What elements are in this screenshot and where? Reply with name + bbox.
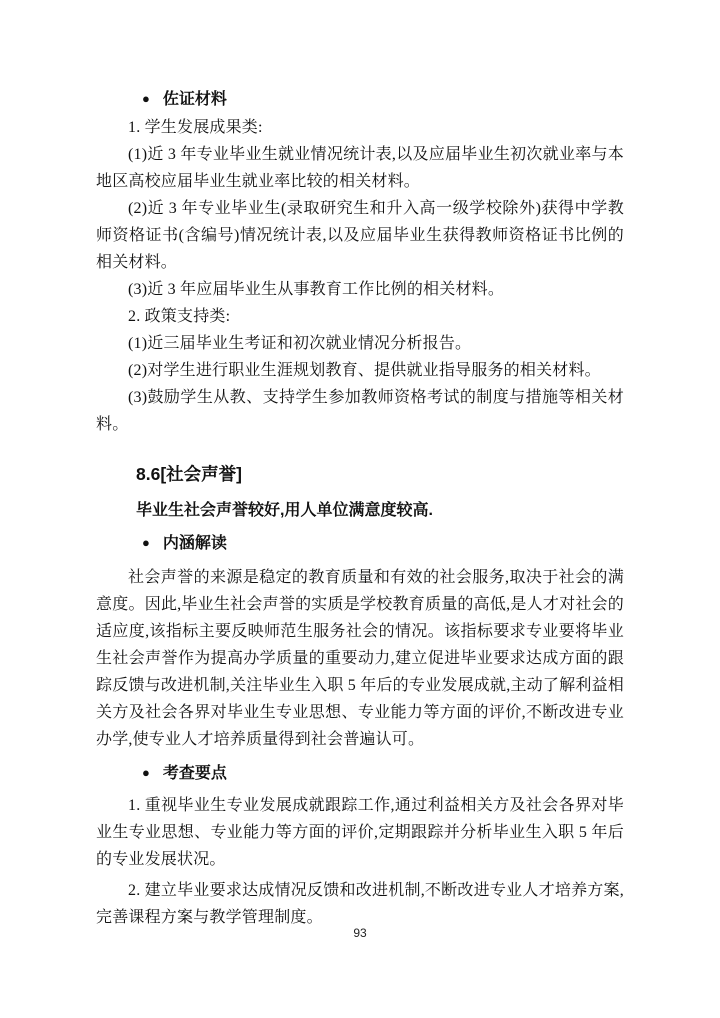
evidence-group2-item-1: (1)近三届毕业生考证和初次就业情况分析报告。 — [128, 335, 472, 352]
evidence-group1-item-3: (3)近 3 年应届毕业生从事教育工作比例的相关材料。 — [128, 281, 505, 298]
page-content — [96, 86, 624, 931]
page-number: 93 — [353, 926, 367, 940]
evidence-group1-item-1: (1)近 3 年专业毕业生就业情况统计表,以及应届毕业生初次就业率与本地区高校应届毕业生就业率比较的相关材料。 — [96, 146, 624, 190]
section-summary: 毕业生社会声誉较好,用人单位满意度较高. — [136, 502, 433, 519]
evidence-group2-item-3: (3)鼓励学生从教、支持学生参加教师资格考试的制度与措施等相关材料。 — [96, 389, 624, 433]
key-point-2: 2. 建立毕业要求达成情况反馈和改进机制,不断改进专业人才培养方案,完善课程方案与教学管理制度。 — [96, 882, 624, 926]
evidence-group2-item-2: (2)对学生进行职业生涯规划教育、提供就业指导服务的相关材料。 — [128, 362, 601, 379]
evidence-group1-item-2: (2)近 3 年专业毕业生(录取研究生和升入高一级学校除外)获得中学教师资格证书(含编号)情况统计表,以及应届毕业生获得教师资格证书比例的相关材料。 — [96, 200, 624, 271]
section-heading-8-6: 8.6[社会声誉] — [136, 464, 242, 484]
bullet-icon: ● — [142, 535, 150, 550]
key-points-heading — [96, 760, 624, 788]
key-point-1: 1. 重视毕业生专业发展成就跟踪工作,通过利益相关方及社会各界对毕业生专业思想、专业能力等方面的评价,定期跟踪并分析毕业生入职 5 年后的专业发展状况。 — [96, 797, 624, 868]
evidence-materials-heading — [96, 86, 624, 114]
bullet-icon: ● — [142, 91, 150, 106]
evidence-group2-title: 2. 政策支持类: — [128, 308, 231, 325]
evidence-group1-title: 1. 学生发展成果类: — [128, 119, 263, 136]
connotation-heading-text: 内涵解读 — [162, 535, 227, 552]
connotation-paragraph: 社会声誉的来源是稳定的教育质量和有效的社会服务,取决于社会的满意度。因此,毕业生社会声誉的实质是学校教育质量的高低,是人才对社会的适应度,该指标主要反映师范生服务社会的情况。该指标要求专业要将毕业生社会声誉作为提高办学质量的重要动力,建立促进毕业要求达成方面的跟踪反馈与改进机制,关注毕业生入职 5 年后的专业发展成就,主动了解利益相关方及社会各界对毕业生专业思想、专业能力等方面的评价,不断改进专业办学,使专业人才培养质量得到社会普遍认可。 — [96, 569, 624, 748]
bullet-icon: ● — [142, 765, 150, 780]
evidence-materials-heading-text: 佐证材料 — [162, 91, 227, 108]
key-points-heading-text: 考查要点 — [162, 765, 227, 782]
connotation-heading — [96, 530, 624, 558]
